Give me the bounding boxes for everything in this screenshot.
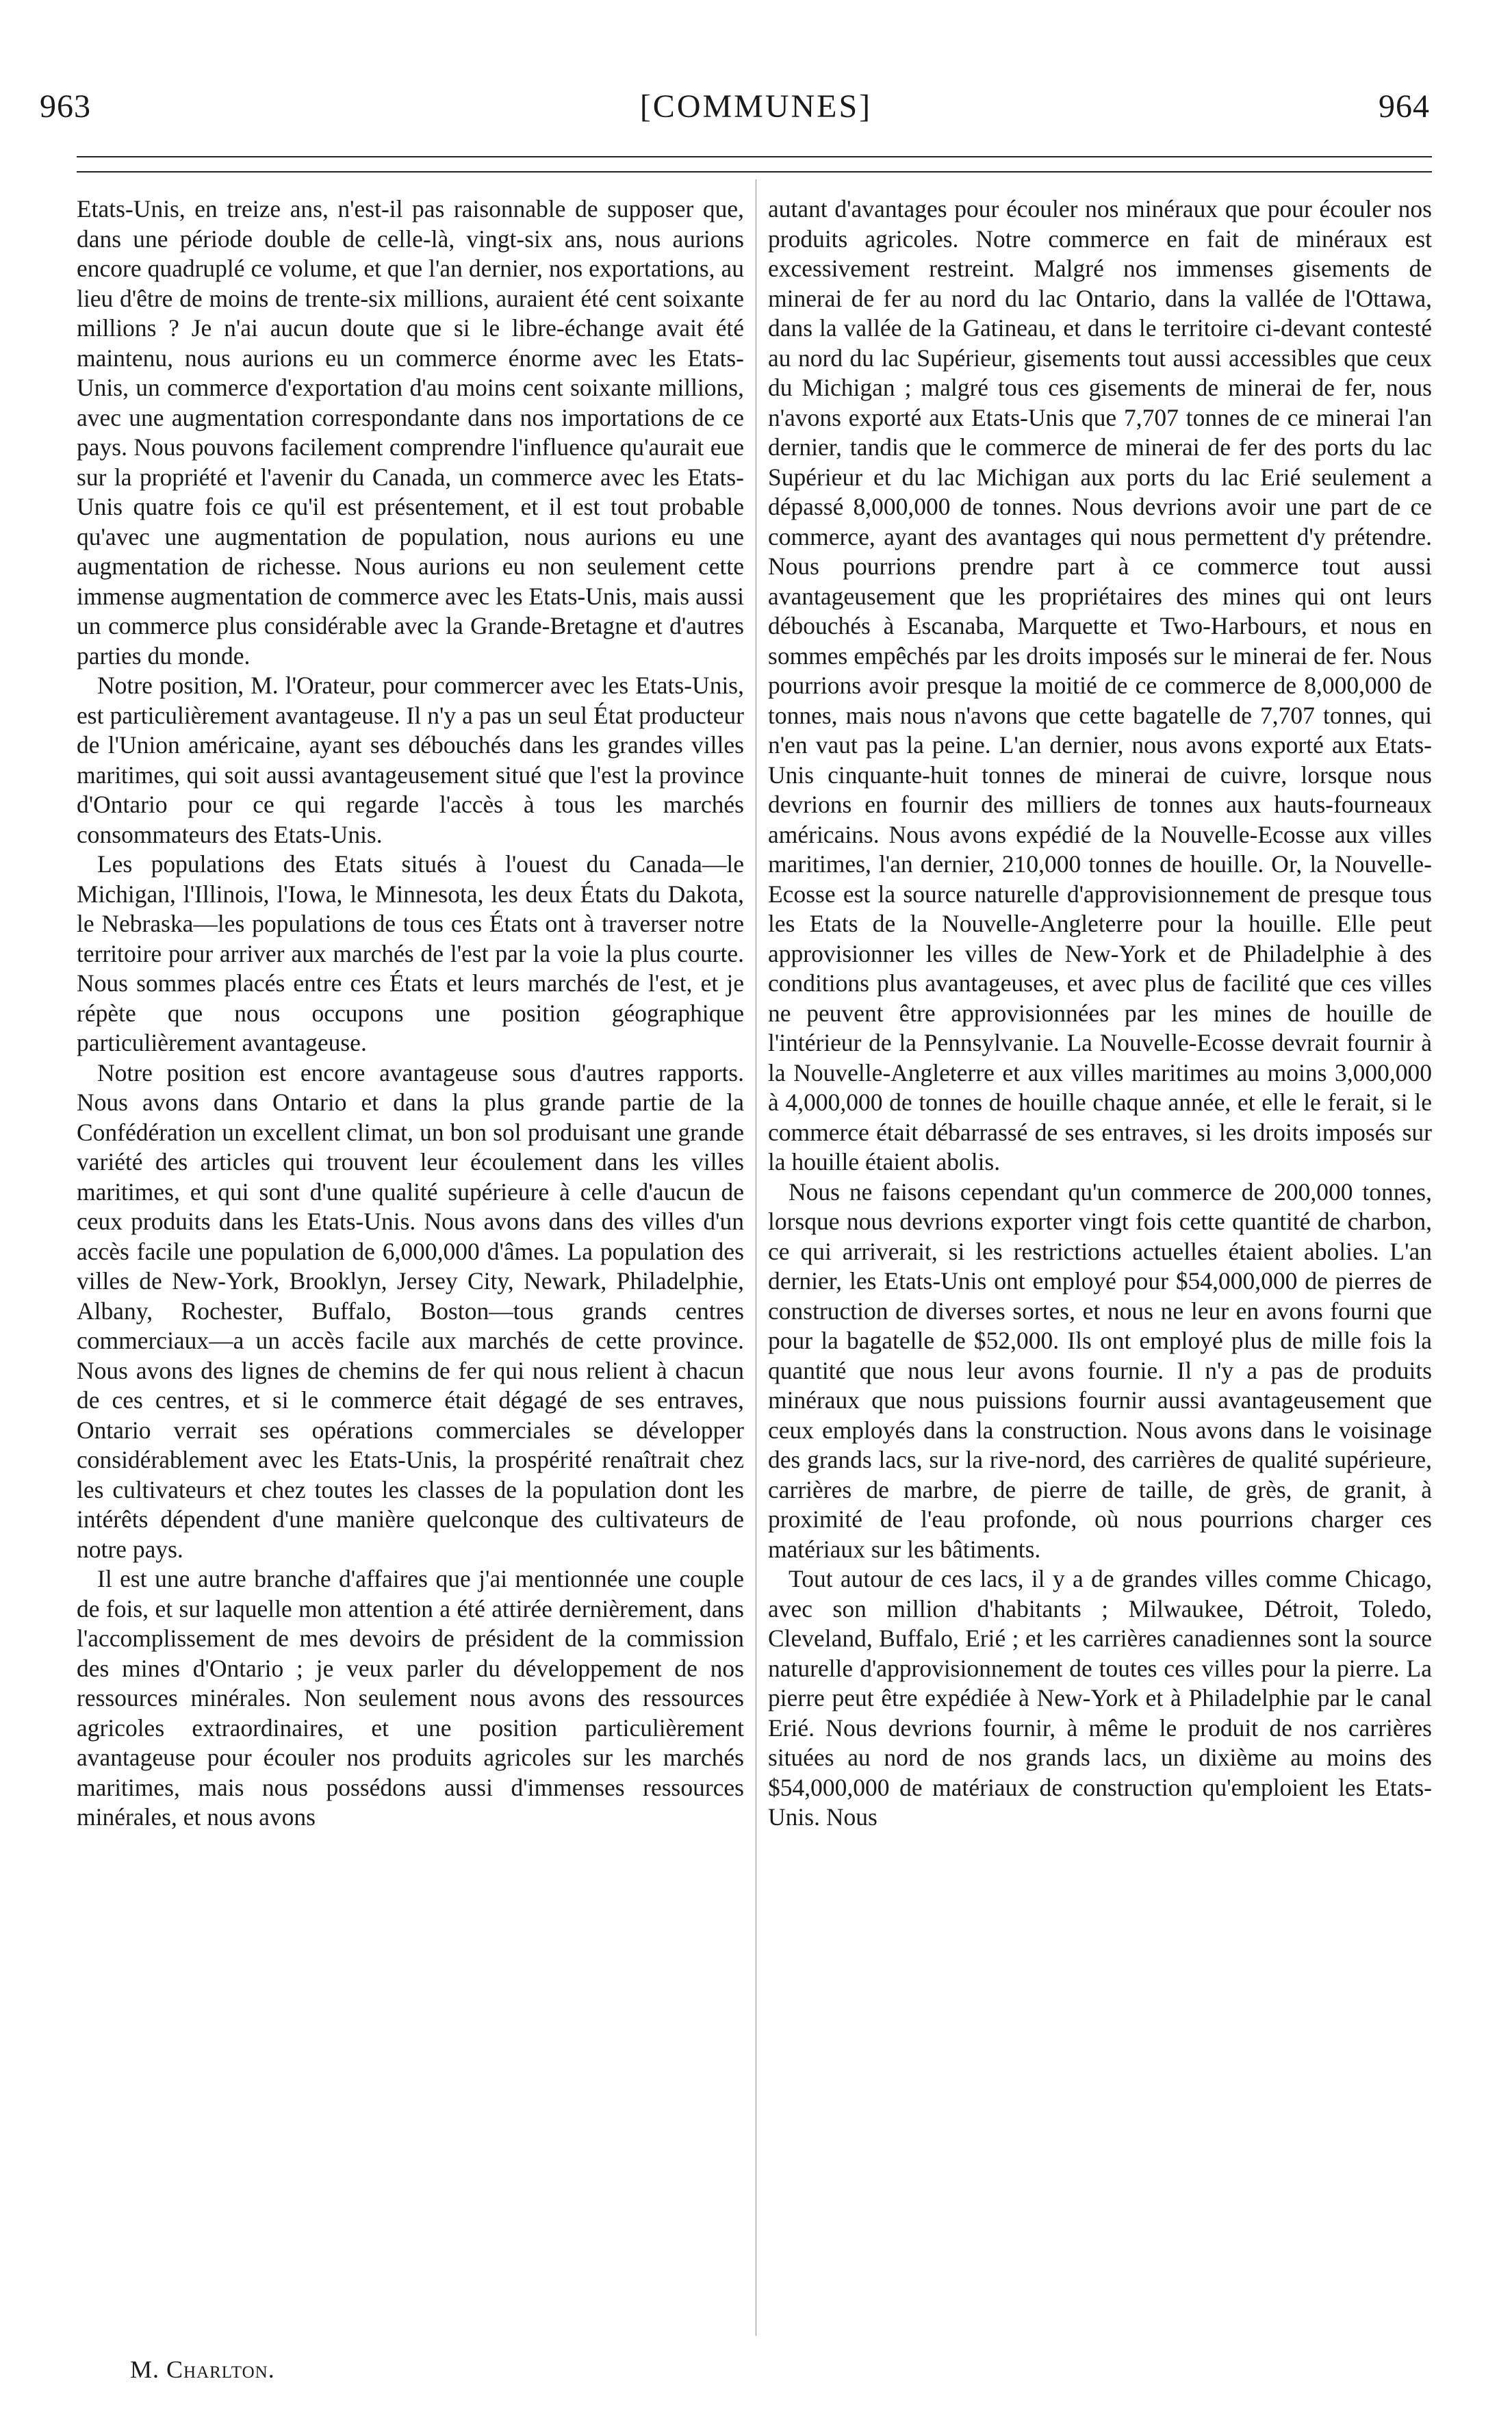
page-number-right: 964	[1379, 88, 1430, 125]
paragraph: Tout autour de ces lacs, il y a de grandes villes comme Chicago, avec son million d'habitants ; Milwaukee, Détroit, Toledo, Cleveland, Buffalo, Erié ; et les carrières canadiennes sont la source naturelle d'approvisionnement de toutes ces villes pour la pierre. La pierre peut être expédiée à New-York et à Philadelphie par le canal Erié. Nous devrions fournir, à même le produit de nos carrières situées au nord de nos grands lacs, un dixième au moins des $54,000,000 de matériaux de construction qu'emploient les Etats-Unis. Nous	[768, 1565, 1432, 1831]
header-rule-bottom	[77, 171, 1432, 173]
speaker-signature	[130, 2355, 275, 2384]
paragraph: Les populations des Etats situés à l'ouest du Canada—le Michigan, l'Illinois, l'Iowa, le Minnesota, les deux États du Dakota, le Nebraska—les populations de tous ces États ont à traverser notre territoire pour arriver aux marchés de l'est par la voie la plus courte. Nous sommes placés entre ces États et leurs marchés de l'est, et je répète que nous occupons une position géographique particulièrement avantageuse.	[77, 850, 744, 1056]
running-title: [COMMUNES]	[639, 88, 873, 125]
speaker-name: M. Charlton.	[130, 2356, 275, 2383]
page-number-left: 963	[40, 88, 91, 125]
header-rule-top	[77, 156, 1432, 157]
right-column	[768, 194, 1432, 1833]
paragraph: Notre position, M. l'Orateur, pour commercer avec les Etats-Unis, est particulièrement avantageuse. Il n'y a pas un seul État producteur de l'Union américaine, ayant ses débouchés dans les grandes villes maritimes, qui soit aussi avantageusement situé que l'est la province d'Ontario pour ce qui regarde l'accès à tous les marchés consommateurs des Etats-Unis.	[77, 672, 744, 848]
paragraph: Il est une autre branche d'affaires que j'ai mentionnée une couple de fois, et sur laquelle mon attention a été attirée dernièrement, dans l'accomplissement de mes devoirs de président de la commission des mines d'Ontario ; je veux parler du développement de nos ressources minérales. Non seulement nous avons des ressources agricoles extraordinaires, et une position particulièrement avantageuse pour écouler nos produits agricoles sur les marchés maritimes, mais nous possédons aussi d'immenses ressources minérales, et nous avons	[77, 1565, 744, 1831]
paragraph: Nous ne faisons cependant qu'un commerce de 200,000 tonnes, lorsque nous devrions exporter vingt fois cette quantité de charbon, ce qui arriverait, si les restrictions actuelles étaient abolies. L'an dernier, les Etats-Unis ont employé pour $54,000,000 de pierres de construction de diverses sortes, et nous ne leur en avons fourni que pour la bagatelle de $52,000. Ils ont employé plus de mille fois la quantité que nous leur avons fournie. Il n'y a pas de produits minéraux que nous puissions fournir aussi avantageusement que ceux employés dans la construction. Nous avons dans le voisinage des grands lacs, sur la rive-nord, des carrières de qualité supérieure, carrières de marbre, de pierre de taille, de grès, de granit, à proximité de l'eau profonde, où nous pourrions charger ces matériaux sur les bâtiments.	[768, 1178, 1432, 1563]
left-column	[77, 194, 744, 1833]
paragraph: autant d'avantages pour écouler nos minéraux que pour écouler nos produits agricoles. Notre commerce en fait de minéraux est excessivement restreint. Malgré nos immenses gisements de minerai de fer au nord du lac Ontario, dans la vallée de l'Ottawa, dans la vallée de la Gatineau, et dans le territoire ci-devant contesté au nord du lac Supérieur, gisements tout aussi accessibles que ceux du Michigan ; malgré tous ces gisements de minerai de fer, nous n'avons exporté aux Etats-Unis que 7,707 tonnes de ce minerai l'an dernier, tandis que le commerce de minerai de fer des ports du lac Supérieur et du lac Michigan aux ports du lac Erié seulement a dépassé 8,000,000 de tonnes. Nous devrions avoir une part de ce commerce, ayant des avantages qui nous permettent d'y prétendre. Nous pourrions prendre part à ce commerce tout aussi avantageusement que les propriétaires des mines qui ont leurs débouchés à Escanaba, Marquette et Two-Harbours, et nous en sommes empêchés par les droits imposés sur le minerai de fer. Nous pourrions avoir presque la moitié de ce commerce de 8,000,000 de tonnes, mais nous n'avons que cette bagatelle de 7,707 tonnes, qui n'en vaut pas la peine. L'an dernier, nous avons exporté aux Etats-Unis cinquante-huit tonnes de minerai de cuivre, lorsque nous devrions en fournir des milliers de tonnes aux hauts-fourneaux américains. Nous avons expédié de la Nouvelle-Ecosse aux villes maritimes, l'an dernier, 210,000 tonnes de houille. Or, la Nouvelle-Ecosse est la source naturelle d'approvisionnement de presque tous les Etats de la Nouvelle-Angleterre pour la houille. Elle peut approvisionner les villes de New-York et de Philadelphie à des conditions plus avantageuses, et avec plus de facilité que ces villes ne peuvent être approvisionnées par les mines de houille de l'intérieur de la Pennsylvanie. La Nouvelle-Ecosse devrait fournir à la Nouvelle-Angleterre et aux villes maritimes au moins 3,000,000 à 4,000,000 de tonnes de houille chaque année, et elle le ferait, si le commerce était débarrassé de ses entraves, si les droits imposés sur la houille étaient abolis.	[768, 195, 1432, 1175]
paragraph: Etats-Unis, en treize ans, n'est-il pas raisonnable de supposer que, dans une période double de celle-là, vingt-six ans, nous aurions encore quadruplé ce volume, et que l'an dernier, nos exportations, au lieu d'être de moins de trente-six millions, auraient été cent soixante millions ? Je n'ai aucun doute que si le libre-échange avait été maintenu, nous aurions eu un commerce énorme avec les Etats-Unis, un commerce d'exportation d'au moins cent soixante millions, avec une augmentation correspondante dans nos importations de ce pays. Nous pouvons facilement comprendre l'influence qu'aurait eue sur la propriété et l'avenir du Canada, un commerce avec les Etats-Unis quatre fois ce qu'il est présentement, et il est tout probable qu'avec une augmentation de population, nous aurions eu une augmentation de richesse. Nous aurions eu non seulement cette immense augmentation de commerce avec les Etats-Unis, mais aussi un commerce plus considérable avec la Grande-Bretagne et d'autres parties du monde.	[77, 195, 744, 670]
paragraph: Notre position est encore avantageuse sous d'autres rapports. Nous avons dans Ontario et dans la plus grande partie de la Confédération un excellent climat, un bon sol produisant une grande variété des articles qui trouvent leur écoulement dans les villes maritimes, et qui sont d'une qualité supérieure à celle d'aucun de ceux produits dans les Etats-Unis. Nous avons dans des villes d'un accès facile une population de 6,000,000 d'âmes. La population des villes de New-York, Brooklyn, Jersey City, Newark, Philadelphie, Albany, Rochester, Buffalo, Boston—tous grands centres commerciaux—a un accès facile aux marchés de cette province. Nous avons des lignes de chemins de fer qui nous relient à chacun de ces centres, et si le commerce était dégagé de ses entraves, Ontario verrait ses opérations commerciales se développer considérablement avec les Etats-Unis, la prospérité renaîtrait chez les cultivateurs et chez toutes les classes de la population dont les intérêts dépendent d'une manière quelconque des cultivateurs de notre pays.	[77, 1058, 744, 1563]
